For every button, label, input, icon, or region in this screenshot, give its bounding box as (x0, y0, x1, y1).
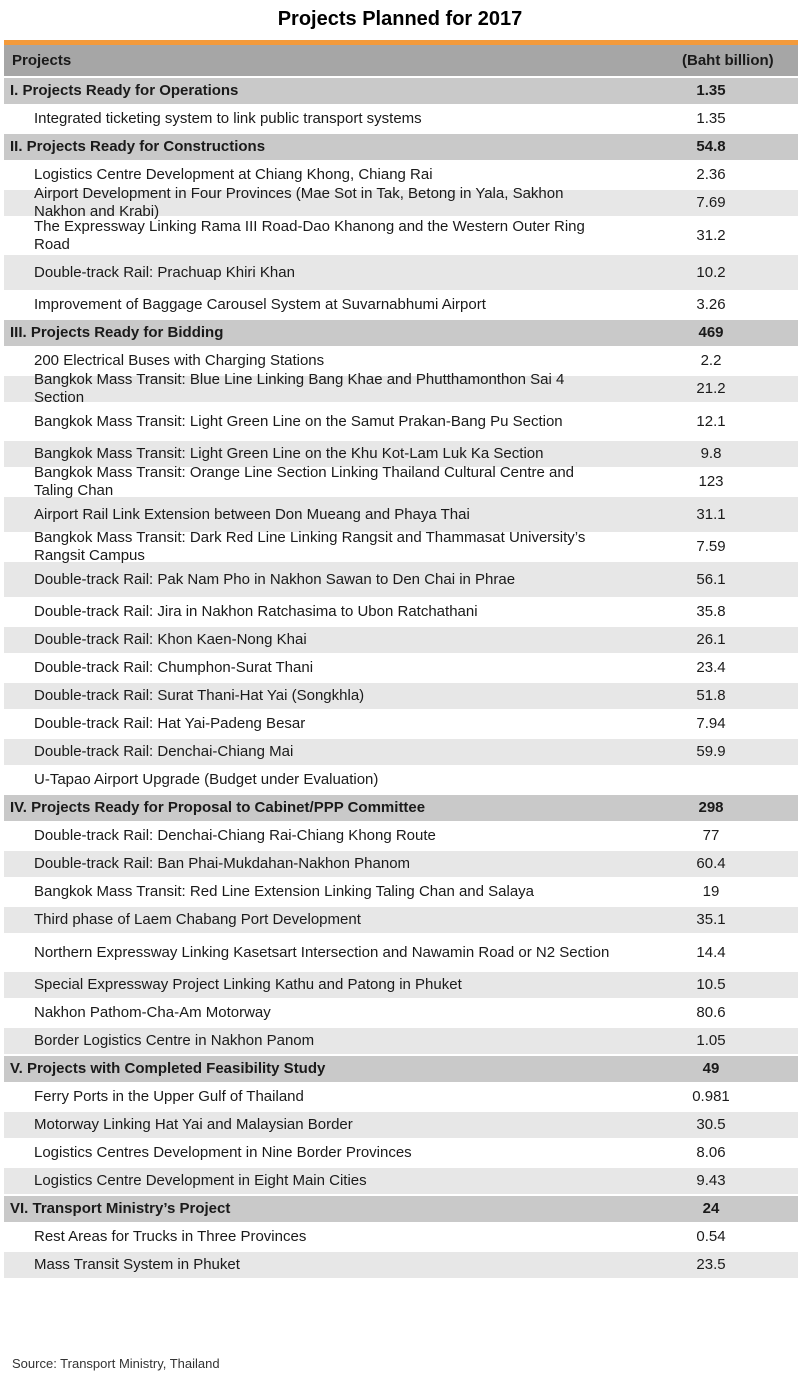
page-title: Projects Planned for 2017 (277, 8, 523, 30)
project-name: Improvement of Baggage Carousel System at Suvarnabhumi Airport (34, 296, 486, 313)
project-value: 9.8 (700, 445, 722, 462)
section-label: VI. Transport Ministry’s Project (10, 1200, 231, 1217)
table-row (4, 106, 798, 134)
table-row (4, 185, 798, 220)
project-value: 2.36 (696, 166, 726, 183)
project-name: Double-track Rail: Denchai-Chiang Mai (34, 743, 294, 760)
project-value: 7.59 (696, 538, 726, 555)
project-value: 14.4 (696, 943, 726, 961)
section-total: 1.35 (696, 82, 726, 99)
table-row (4, 879, 798, 907)
project-name: Double-track Rail: Ban Phai-Mukdahan-Nakhon Phanom (34, 855, 411, 872)
project-value: 59.9 (696, 743, 726, 760)
project-name: 200 Electrical Buses with Charging Stations (34, 352, 325, 369)
table-row (4, 851, 798, 879)
project-name: Logistics Centres Development in Nine Border Provinces (34, 1144, 412, 1161)
table-row (4, 907, 798, 935)
table-row (4, 1000, 798, 1028)
project-name: U-Tapao Airport Upgrade (Budget under Evaluation) (34, 771, 379, 788)
section-row (4, 1056, 798, 1084)
project-value: 123 (698, 473, 724, 490)
project-value: 1.35 (696, 110, 726, 127)
project-name: Double-track Rail: Prachuap Khiri Khan (34, 263, 295, 281)
table-row (4, 1084, 798, 1112)
project-value: 77 (702, 827, 720, 844)
project-value: 0.54 (696, 1228, 726, 1245)
project-value: 10.5 (696, 976, 726, 993)
project-value: 7.94 (696, 715, 726, 732)
project-value: 56.1 (696, 570, 726, 588)
table-row (4, 529, 798, 564)
project-name: Bangkok Mass Transit: Light Green Line on the Khu Kot-Lam Luk Ka Section (34, 445, 544, 462)
project-name: Bangkok Mass Transit: Red Line Extension Linking Taling Chan and Salaya (34, 883, 535, 900)
table-row (4, 218, 798, 255)
table-row (4, 404, 798, 441)
table-row (4, 1140, 798, 1168)
table-row (4, 1252, 798, 1280)
table-row (4, 655, 798, 683)
section-total: 24 (702, 1200, 720, 1217)
table-row (4, 292, 798, 320)
section-total: 49 (702, 1060, 720, 1077)
section-row (4, 320, 798, 348)
table-row (4, 739, 798, 767)
table-row (4, 972, 798, 1000)
project-value: 10.2 (696, 263, 726, 281)
project-name: Double-track Rail: Surat Thani-Hat Yai (Songkhla) (34, 687, 365, 704)
project-name: Motorway Linking Hat Yai and Malaysian Border (34, 1116, 353, 1133)
project-name: Nakhon Pathom-Cha-Am Motorway (34, 1004, 271, 1021)
table-row (4, 464, 798, 499)
table-row (4, 767, 798, 795)
project-name: Northern Expressway Linking Kasetsart Intersection and Nawamin Road or N2 Section (34, 943, 610, 961)
project-value: 60.4 (696, 855, 726, 872)
project-name: The Expressway Linking Rama III Road-Dao Khanong and the Western Outer Ring Road (34, 217, 585, 253)
project-name: Double-track Rail: Pak Nam Pho in Nakhon Sawan to Den Chai in Phrae (34, 570, 516, 588)
table-header (4, 45, 798, 78)
project-value: 30.5 (696, 1116, 726, 1133)
table-row (4, 711, 798, 739)
project-name: Logistics Centre Development in Eight Main Cities (34, 1172, 367, 1189)
table-row (4, 1028, 798, 1056)
project-name: Ferry Ports in the Upper Gulf of Thailand (34, 1088, 304, 1105)
project-value: 21.2 (696, 380, 726, 397)
project-name: Double-track Rail: Jira in Nakhon Ratchasima to Ubon Ratchathani (34, 603, 478, 620)
project-value: 23.4 (696, 659, 726, 676)
project-name: Special Expressway Project Linking Kathu and Patong in Phuket (34, 976, 462, 993)
table-row (4, 823, 798, 851)
section-label: I. Projects Ready for Operations (10, 82, 239, 99)
project-name: Double-track Rail: Denchai-Chiang Rai-Chiang Khong Route (34, 827, 436, 844)
project-name: Double-track Rail: Khon Kaen-Nong Khai (34, 631, 307, 648)
project-name: Double-track Rail: Chumphon-Surat Thani (34, 659, 314, 676)
table-row (4, 1112, 798, 1140)
table-row (4, 371, 798, 406)
project-value: 31.2 (696, 226, 726, 244)
project-value: 35.8 (696, 603, 726, 620)
section-row (4, 1196, 798, 1224)
project-name: Airport Rail Link Extension between Don Mueang and Phaya Thai (34, 505, 470, 523)
project-name: Bangkok Mass Transit: Dark Red Line Linking Rangsit and Thammasat University’s Rangsit Campus (34, 529, 586, 564)
project-value: 31.1 (696, 505, 726, 523)
section-total: 54.8 (696, 138, 726, 155)
header-projects: Projects (12, 51, 72, 69)
project-name: Mass Transit System in Phuket (34, 1256, 240, 1273)
table-row (4, 935, 798, 972)
table-row (4, 627, 798, 655)
table-row (4, 599, 798, 627)
section-label: III. Projects Ready for Bidding (10, 324, 224, 341)
table-row (4, 255, 798, 292)
project-value: 2.2 (700, 352, 722, 369)
project-value: 3.26 (696, 296, 726, 313)
section-label: V. Projects with Completed Feasibility Study (10, 1060, 326, 1077)
project-value: 8.06 (696, 1144, 726, 1161)
project-value: 7.69 (696, 194, 726, 211)
project-value: 23.5 (696, 1256, 726, 1273)
table-row (4, 562, 798, 599)
project-name: Double-track Rail: Hat Yai-Padeng Besar (34, 715, 306, 732)
section-label: II. Projects Ready for Constructions (10, 138, 266, 155)
table-row (4, 1168, 798, 1196)
section-row (4, 795, 798, 823)
section-row (4, 134, 798, 162)
project-name: Rest Areas for Trucks in Three Provinces (34, 1228, 307, 1245)
table-row (4, 683, 798, 711)
project-value: 19 (702, 883, 720, 900)
table-row (4, 1224, 798, 1252)
project-name: Third phase of Laem Chabang Port Development (34, 911, 361, 928)
project-value: 0.981 (692, 1088, 730, 1105)
section-label: IV. Projects Ready for Proposal to Cabinet/PPP Committee (10, 799, 426, 816)
project-value: 80.6 (696, 1004, 726, 1021)
header-value: (Baht billion) (682, 51, 774, 69)
section-row (4, 78, 798, 106)
project-value: 51.8 (696, 687, 726, 704)
project-name: Airport Development in Four Provinces (Mae Sot in Tak, Betong in Yala, Sakhon Nakhon and Krabi) (34, 185, 564, 220)
project-name: Logistics Centre Development at Chiang Khong, Chiang Rai (34, 166, 433, 183)
project-value: 35.1 (696, 911, 726, 928)
project-value: 1.05 (696, 1032, 726, 1049)
project-value: 26.1 (696, 631, 726, 648)
project-name: Integrated ticketing system to link public transport systems (34, 110, 422, 127)
table-body (4, 78, 798, 1280)
project-value: 12.1 (696, 412, 726, 430)
source-note: Source: Transport Ministry, Thailand (12, 1356, 220, 1371)
project-name: Bangkok Mass Transit: Blue Line Linking Bang Khae and Phutthamonthon Sai 4 Section (34, 371, 565, 406)
section-total: 469 (698, 324, 724, 341)
projects-table (4, 45, 798, 1280)
section-total: 298 (698, 799, 724, 816)
project-name: Bangkok Mass Transit: Orange Line Section Linking Thailand Cultural Centre and Taling Chan (34, 464, 575, 499)
project-value: 9.43 (696, 1172, 726, 1189)
project-name: Border Logistics Centre in Nakhon Panom (34, 1032, 315, 1049)
project-name: Bangkok Mass Transit: Light Green Line on the Samut Prakan-Bang Pu Section (34, 412, 563, 430)
